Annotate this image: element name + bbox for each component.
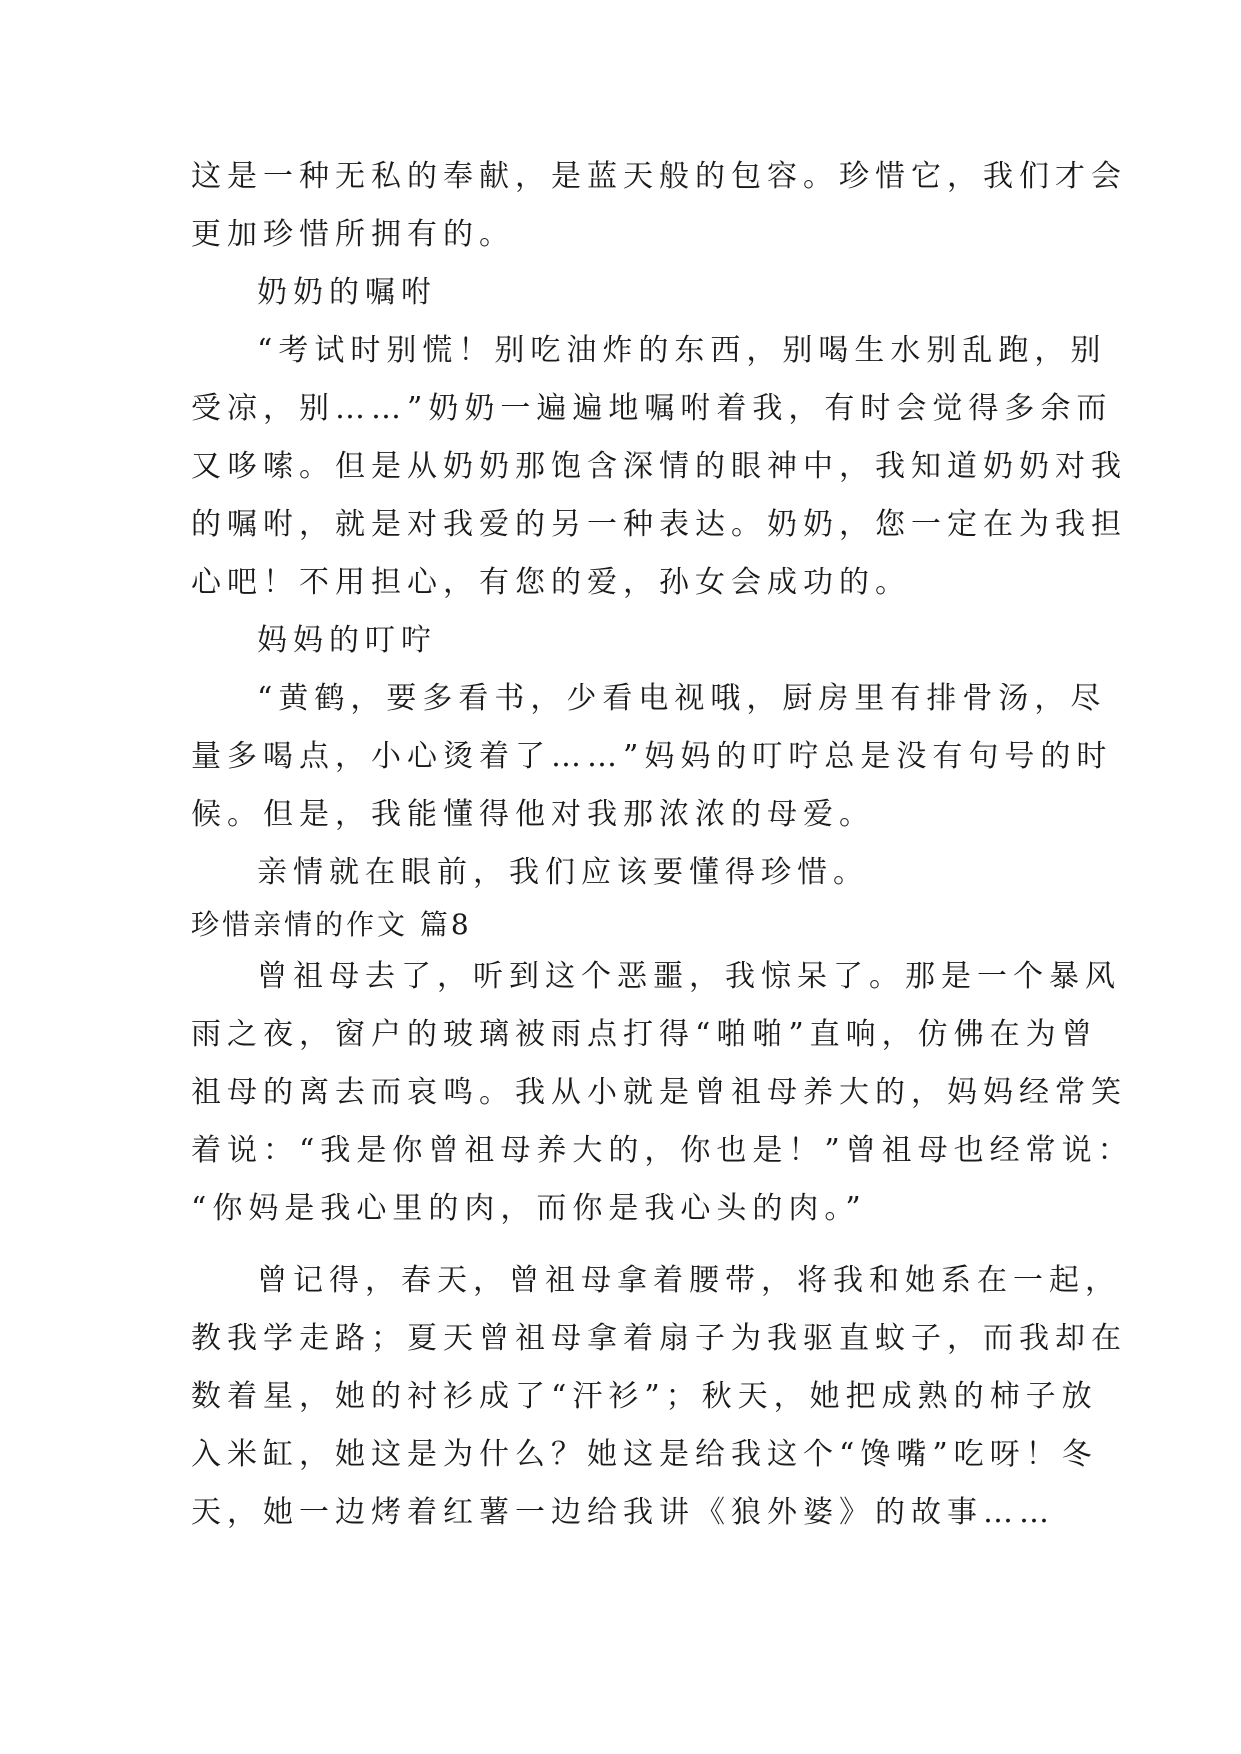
text-line: 曾祖母去了，听到这个恶噩，我惊呆了。那是一个暴风 [257, 959, 1121, 994]
document-body [191, 148, 1134, 1542]
text-line: 又哆嗦。但是从奶奶那饱含深情的眼神中，我知道奶奶对我 [191, 449, 1127, 484]
article-heading: 珍惜亲情的作文 篇8 [191, 908, 472, 941]
text-line: 候。但是，我能懂得他对我那浓浓的母爱。 [191, 797, 875, 832]
text-line: 更加珍惜所拥有的。 [191, 217, 515, 252]
text-line: “考试时别慌！别吃油炸的东西，别喝生水别乱跑，别 [257, 333, 1107, 368]
text-line: 数着星，她的衬衫成了“汗衫”；秋天，她把成熟的柿子放 [191, 1379, 1098, 1414]
text-line: 祖母的离去而哀鸣。我从小就是曾祖母养大的，妈妈经常笑 [191, 1075, 1127, 1110]
section-subtitle: 奶奶的嘱咐 [257, 275, 437, 310]
text-line: 天，她一边烤着红薯一边给我讲《狼外婆》的故事…… [191, 1495, 1055, 1530]
text-line: 教我学走路；夏天曾祖母拿着扇子为我驱直蚊子，而我却在 [191, 1321, 1127, 1356]
text-line: 雨之夜，窗户的玻璃被雨点打得“啪啪”直响，仿佛在为曾 [191, 1017, 1098, 1052]
text-line: “你妈是我心里的肉，而你是我心头的肉。” [191, 1191, 867, 1226]
text-line: 心吧！不用担心，有您的爱，孙女会成功的。 [191, 565, 911, 600]
text-line: 量多喝点，小心烫着了……”妈妈的叮咛总是没有句号的时 [191, 739, 1113, 774]
section-subtitle: 妈妈的叮咛 [257, 623, 437, 658]
text-line: 着说：“我是你曾祖母养大的，你也是！”曾祖母也经常说： [191, 1133, 1134, 1168]
text-line: 曾记得，春天，曾祖母拿着腰带，将我和她系在一起， [257, 1263, 1121, 1298]
paragraph-gap [191, 1238, 1051, 1252]
text-line: 受凉，别……”奶奶一遍遍地嘱咐着我，有时会觉得多余而 [191, 391, 1113, 426]
text-line: 的嘱咐，就是对我爱的另一种表达。奶奶，您一定在为我担 [191, 507, 1127, 542]
text-line: 这是一种无私的奉献，是蓝天般的包容。珍惜它，我们才会 [191, 159, 1127, 194]
text-line: 亲情就在眼前，我们应该要懂得珍惜。 [257, 855, 869, 890]
text-line: “黄鹤，要多看书，少看电视哦，厨房里有排骨汤，尽 [257, 681, 1107, 716]
text-line: 入米缸，她这是为什么？她这是给我这个“馋嘴”吃呀！冬 [191, 1437, 1098, 1472]
